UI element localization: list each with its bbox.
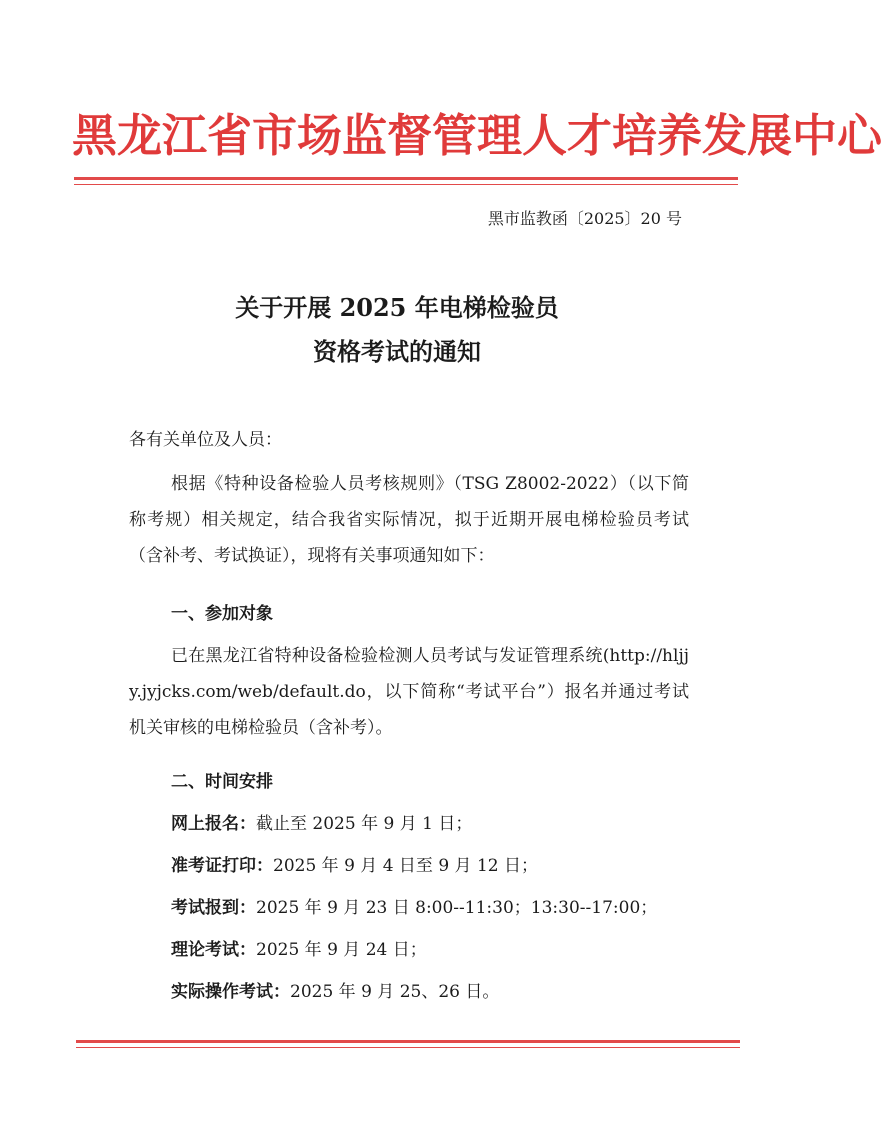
footer-rule-thin <box>76 1047 740 1048</box>
notice-title-line1: 关于开展 2025 年电梯检验员 <box>235 293 559 322</box>
schedule-label: 实际操作考试： <box>171 982 290 1002</box>
letterhead-rule-thin <box>74 184 738 185</box>
section2-heading: 二、时间安排 <box>171 772 273 792</box>
schedule-label: 考试报到： <box>171 898 256 918</box>
schedule-label: 准考证打印： <box>171 856 273 876</box>
schedule-value: 2025 年 9 月 23 日 8:00--11:30；13:30--17:00； <box>256 898 658 918</box>
schedule-value: 2025 年 9 月 24 日； <box>256 940 427 960</box>
schedule-value: 2025 年 9 月 25、26 日。 <box>290 982 500 1002</box>
schedule-label: 理论考试： <box>171 940 256 960</box>
notice-title-line2: 资格考试的通知 <box>313 337 481 366</box>
section1-heading: 一、参加对象 <box>171 604 273 624</box>
schedule-value: 2025 年 9 月 4 日至 9 月 12 日； <box>273 856 538 876</box>
schedule-item-check-in <box>171 890 657 926</box>
salutation: 各有关单位及人员： <box>129 430 282 450</box>
schedule-item-theory-exam <box>171 932 427 968</box>
section1-body: 已在黑龙江省特种设备检验检测人员考试与发证管理系统(http://hljjy.jyjcks.com/web/default.do，以下简称“考试平台”）报名并通过考试机关审核的电梯检验员（含补考）。 <box>129 646 689 738</box>
footer-rule-thick <box>76 1040 740 1043</box>
letterhead-rule-thick <box>74 177 738 180</box>
schedule-value: 截止至 2025 年 9 月 1 日； <box>256 814 473 834</box>
schedule-item-registration <box>171 806 472 842</box>
schedule-item-practical-exam <box>171 974 499 1010</box>
schedule-label: 网上报名： <box>171 814 256 834</box>
schedule-item-admission-ticket <box>171 848 538 884</box>
document-number: 黑市监教函〔2025〕20 号 <box>487 209 682 228</box>
letterhead-org-name: 黑龙江省市场监督管理人才培养发展中心 <box>72 109 882 162</box>
intro-paragraph: 根据《特种设备检验人员考核规则》（TSG Z8002-2022）（以下简称考规）相关规定，结合我省实际情况，拟于近期开展电梯检验员考试（含补考、考试换证），现将有关事项通知如下： <box>129 474 689 566</box>
